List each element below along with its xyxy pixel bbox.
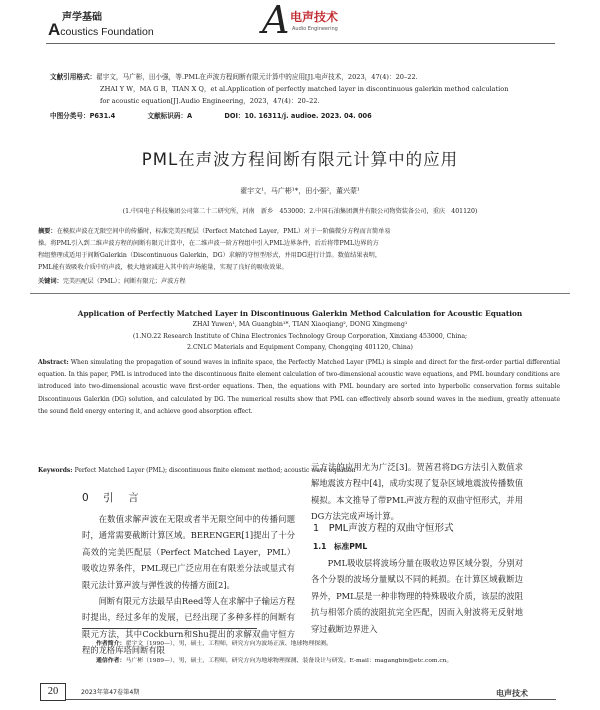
body-paragraph: 元方法的应用尤为广泛[3]。贺茜君将DG方法引入数值求解地震波方程中[4]，成功实现了复杂区域地震波传播数值模拟。本文推导了带PML声波方程的双曲守恒形式，并用DG方法完成声场计算。 — [311, 462, 523, 522]
footnote-author-label: 作者简介： — [96, 641, 126, 647]
footnote-author-text: 翟宇文（1990—），男，硕士，工程师，研究方向为波场正演、地球物理探测。 — [125, 641, 332, 647]
paper-title-cn: PML在声波方程间断有限元计算中的应用 — [141, 150, 459, 169]
keywords-en-label: Keywords: — [38, 467, 75, 474]
body-paragraph: 在数值求解声波在无限或者半无限空间中的传播问题时，通常需要截断计算区域。BERENGER[1]提出了十分高效的完美匹配层（Perfect Matched Layer，PML）吸收边界条件，PML现已广泛应用在有限差分法或显式有限元法计算声波与弹性波的传播方面[2]。 — [82, 514, 295, 590]
page-number: 20 — [40, 683, 66, 701]
citation-cn-line — [50, 72, 418, 82]
journal-section-en — [48, 20, 154, 40]
doc-code-label: 文献标识码： — [147, 112, 188, 120]
section-heading-1: 1 PML声波方程的双曲守恒形式 — [313, 523, 454, 534]
citation-en-line2: for acoustic equation[J].Audio Engineering，2023，47(4)：20–22. — [100, 97, 320, 105]
journal-section-en-initial: A — [48, 20, 61, 39]
affiliation-en-2: 2.CNLC Materials and Equipment Company, Chongqing 401120, China) — [187, 344, 413, 351]
journal-section-cn: 声学基础 — [62, 12, 102, 23]
body-right-column-top — [311, 459, 523, 525]
citation-label: 文献引用格式： — [50, 73, 97, 81]
authors-en: ZHAI Yuwen¹, MA Guangbin¹*, TIAN Xiaoqiang², DONG Xingmeng¹ — [192, 321, 408, 328]
journal-section-en-rest: coustics Foundation — [60, 26, 154, 38]
abstract-en-text: When simulating the propagation of sound waves in infinite space, the Perfectly Matched Layer (PML) is simple and direct for the first-order partial differential equation. In this paper, PML is introduced into the discontinuous finite element calculation of two-dimensional acoustic wave equations, and PML boundary conditions are introduced into two-dimensional acoustic wave first-order equations. Then, the equations with PML boundary are sorted into hyperbolic conservation forms suitable Discontinuous Galerkin (DG) solution, and calculated by DG. The numerical results show that PML can effectively absorb sound waves in the medium, greatly attenuate the sound field energy entering it, and achieve good absorption effect. — [38, 359, 560, 415]
doc-code-value: A — [187, 112, 193, 120]
clc-value: P631.4 — [89, 112, 116, 120]
keywords-cn-text: 完美匹配层（PML）；间断有限元；声波方程 — [62, 278, 186, 285]
footnote-rule — [82, 628, 257, 629]
citation-en-line1: ZHAI Y W，MA G B，TIAN X Q，et al.Application of perfectly matched layer in discontinuous galerkin method calculation — [100, 85, 509, 93]
issue-info: 2023年第47卷第4期 — [81, 689, 140, 696]
affiliation-cn: (1.中国电子科技集团公司第二十二研究所，河南 新乡 453000；2.中国石油集团测井有限公司物资装备公司，重庆 401120) — [122, 208, 478, 215]
footnote-corr-text: 马广彬（1989—），男，硕士，工程师，研究方向为地球物理探测、装备设计与研发。E-mail：magangbin@etc.com.cn。 — [125, 658, 453, 664]
abstract-en-label: Abstract: — [38, 359, 71, 366]
abstract-cn-line2: 操。将PML引入到二维声波方程的间断有限元计算中，在二维声波一阶方程组中引入PML边界条件，后后将带PML边界的方 — [38, 240, 379, 247]
footnote-author — [96, 638, 332, 647]
citation-cn: 翟宇文，马广彬，田小强，等.PML在声波方程间断有限元计算中的应用[J].电声技术，2023，47(4)：20–22. — [96, 73, 418, 81]
doi-label: DOI： — [224, 112, 245, 120]
keywords-en-text: Perfect Matched Layer (PML); discontinuous finite element method; acoustic wave equation — [74, 467, 356, 474]
affiliation-en-1: (1.NO.22 Research Institute of China Electronics Technology Group Corporation, Xinxiang 453000, China; — [132, 333, 468, 340]
body-paragraph: 间断有限元方法最早由Reed等人在求解中子输运方程时提出，经过多年的发展，已经出现了多种多样的间断有限元方法，其中Cockburn和Shu提出的求解双曲守恒方程的龙格库塔间断有限 — [82, 596, 295, 656]
abstract-cn-line4: PML能有效吸收介质中的声波，极大地衰减进入其中的声场能量，实现了良好的吸收效果。 — [38, 264, 288, 271]
journal-logo — [262, 2, 372, 42]
body-paragraph: PML吸收层将波场分量在吸收边界区域分裂，分别对各个分裂的波场分量赋以不同的耗损。在计算区域截断边界外，PML层是一种非物理的特殊吸收介质，该层的波阻抗与相邻介质的波阻抗完全匹配，因而入射波将无反射地穿过截断边界进入 — [311, 558, 523, 634]
section-divider — [30, 293, 570, 294]
abstract-cn-label: 摘要： — [38, 228, 57, 235]
keywords-cn — [38, 276, 558, 288]
footer-rule — [66, 699, 556, 700]
identifiers-line — [50, 111, 372, 121]
header-rule — [46, 43, 555, 44]
footnote-corresponding — [96, 655, 452, 664]
body-right-column-bottom — [311, 555, 523, 637]
logo-letter: A — [262, 0, 290, 42]
footer-logo: 电声技术 — [496, 689, 528, 698]
paper-title-en: Application of Perfectly Matched Layer in Discontinuous Galerkin Method Calculation for Acoustic Equation — [77, 309, 523, 318]
logo-cn-text: 电声技术 — [290, 10, 339, 24]
keywords-cn-label: 关键词： — [38, 278, 63, 285]
authors-cn: 翟宇文¹，马广彬¹*，田小强²，董兴蒙¹ — [240, 187, 360, 195]
footnote-corr-label: 通信作者： — [96, 658, 126, 664]
abstract-cn-line3: 程组整理成适用于间断Galerkin（Discontinuous Galerkin，DG）求解的守恒型形式，并用DG进行计算。数值结果表明， — [38, 252, 382, 259]
section-heading-introduction: 0 引 言 — [82, 492, 141, 504]
abstract-cn-line1 — [38, 226, 558, 238]
body-left-column — [82, 511, 295, 659]
abstract-en — [38, 357, 560, 418]
logo-en-text: Audio Engineering — [292, 26, 338, 32]
clc-label: 中图分类号： — [50, 112, 90, 120]
doi-value: 10. 16311/j. audioe. 2023. 04. 006 — [244, 112, 372, 120]
subsection-heading-1-1: 1.1 标准PML — [313, 542, 368, 551]
abstract-cn-text1: 在模拟声波在无限空间中的传播时，标准完美匹配层（Perfect Matched Layer，PML）对于一阶偏微分方程而言简单易 — [56, 228, 391, 235]
